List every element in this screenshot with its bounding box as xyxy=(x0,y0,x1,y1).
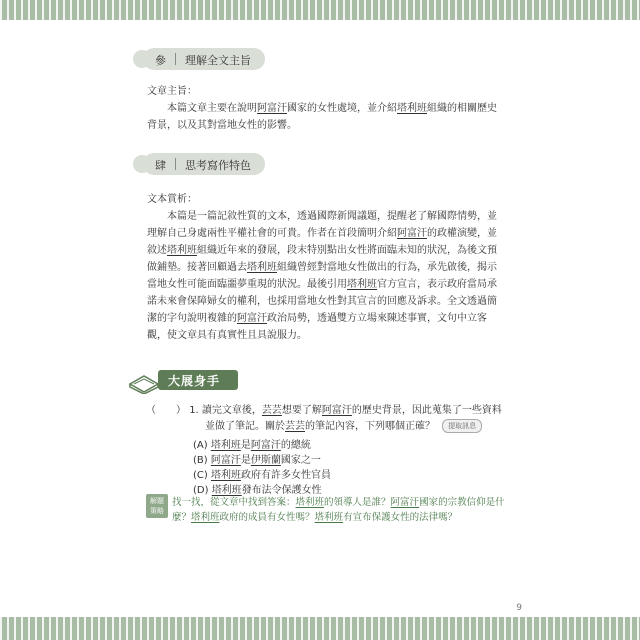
text-segment: 有宣布保護女性的法律嗎？ xyxy=(343,512,458,523)
proper-noun: 阿富汗 xyxy=(237,313,267,324)
text-segment: 本篇文章主要在說明 xyxy=(167,103,257,114)
text-segment: 理解自己身處兩性平權社會的可貴。作者在首段簡明介紹 xyxy=(147,228,397,239)
paragraph-line xyxy=(147,242,505,259)
paragraph-line xyxy=(147,293,505,310)
section-number: 肆 xyxy=(155,159,166,172)
proper-noun: 阿富汗 xyxy=(257,103,287,114)
strategy-badge-line-1: 解題 xyxy=(150,497,164,505)
proper-noun: 塔利班 xyxy=(211,485,242,496)
proper-noun: 塔利班 xyxy=(347,279,377,290)
bottom-decorative-stripe xyxy=(0,617,640,640)
proper-noun: 塔利班 xyxy=(210,470,241,481)
text-segment: 政府有許多女性官員 xyxy=(240,470,331,481)
text-segment: 的歷史背景，因此蒐集了一些資料 xyxy=(351,405,502,416)
section-heading-understand-theme xyxy=(133,48,265,70)
text-segment: 本篇是一篇記敘性質的文本，透過國際新聞議題，提醒老了解國際情勢，並 xyxy=(167,211,497,222)
proper-noun: 塔利班 xyxy=(295,497,325,508)
text-segment: 諾未來會保障婦女的權利，也採用當地女性對其宣言的回應及訴求。全文透過簡 xyxy=(147,296,497,307)
paragraph-line xyxy=(147,259,505,276)
text-segment: 組織的相關歷史 xyxy=(427,103,497,114)
answer-blank[interactable]: （ ） xyxy=(146,405,186,416)
section-title: 理解全文主旨 xyxy=(185,54,251,67)
proper-noun: 芸芸 xyxy=(261,405,282,416)
proper-noun: 塔利班 xyxy=(210,440,241,451)
paragraph-line xyxy=(147,276,505,293)
page-number: 9 xyxy=(516,603,522,613)
text-segment: 政治局勢，透過雙方立場來陳述事實，文句中立客 xyxy=(267,313,487,324)
top-decorative-stripe xyxy=(0,0,640,20)
paragraph-line xyxy=(147,327,505,344)
text-segment: 官方宣言，表示政府當局承 xyxy=(377,279,497,290)
text-segment: (A) xyxy=(193,440,211,451)
proper-noun: 塔利班 xyxy=(191,512,220,523)
paragraph-line xyxy=(147,310,505,327)
proper-noun: 阿富汗 xyxy=(397,228,427,239)
text-segment: 國家之一 xyxy=(280,455,321,466)
proper-noun: 芸芸 xyxy=(285,421,305,432)
text-segment: 潔的字句說明複雜的 xyxy=(147,313,237,324)
text-segment: 當地女性可能面臨噩夢重現的狀況。最後引用 xyxy=(147,279,347,290)
text-segment: 是 xyxy=(240,455,251,466)
proper-noun: 塔利班 xyxy=(247,262,277,273)
section-title: 思考寫作特色 xyxy=(185,159,251,172)
text-segment: 發布法令保護女性 xyxy=(241,485,322,496)
paragraph-line xyxy=(147,225,505,242)
text-segment: 做鋪墊。接著回顧過去 xyxy=(147,262,247,273)
extract-info-badge: 提取訊息 xyxy=(442,419,482,433)
appreciation-paragraph xyxy=(147,208,505,344)
practice-banner xyxy=(128,370,240,392)
paragraph-line xyxy=(147,208,505,225)
proper-noun: 阿富汗 xyxy=(250,440,281,451)
theme-paragraph xyxy=(147,100,505,134)
text-segment: 的領導人是誰？ xyxy=(324,497,391,508)
hint-line-1 xyxy=(172,494,505,508)
text-segment: (C) xyxy=(193,470,211,481)
hint-line-2 xyxy=(172,509,457,523)
question-line-2 xyxy=(205,417,482,433)
appreciation-label: 文本賞析： xyxy=(147,194,197,205)
banner-title: 大展身手 xyxy=(168,374,221,388)
text-segment: 國家的女性處境，並介紹 xyxy=(287,103,397,114)
text-segment: 的筆記內容，下列哪個正確？ xyxy=(305,421,435,432)
proper-noun: 阿富汗 xyxy=(390,497,420,508)
strategy-badge xyxy=(146,494,168,518)
text-segment: 敘述 xyxy=(147,245,167,256)
text-segment: (D) xyxy=(193,485,212,496)
text-segment: 政府的成員有女性嗎？ xyxy=(219,512,315,523)
section-number: 參 xyxy=(155,54,166,67)
text-segment: 背景，以及其對當地女性的影響。 xyxy=(147,120,297,131)
text-segment: 觀，使文章具有真實性且具說服力。 xyxy=(147,330,307,341)
option-c[interactable] xyxy=(193,466,331,481)
section-divider xyxy=(175,158,176,170)
proper-noun: 伊斯蘭 xyxy=(250,455,281,466)
text-segment: 是 xyxy=(240,440,251,451)
text-segment: 的總統 xyxy=(280,440,311,451)
strategy-badge-line-2: 策略 xyxy=(150,507,164,515)
proper-noun: 塔利班 xyxy=(314,512,344,523)
text-segment: 找一找，從文章中找到答案： xyxy=(172,497,296,508)
section-heading-writing-features xyxy=(133,153,265,175)
text-segment: 組織曾經對當地女性做出的行為，承先啟後，揭示 xyxy=(277,262,497,273)
text-segment: 讀完文章後， xyxy=(201,405,262,416)
text-segment: 並做了筆記。關於 xyxy=(205,421,285,432)
section-heading-dot xyxy=(133,50,151,68)
option-b[interactable] xyxy=(193,451,321,466)
proper-noun: 阿富汗 xyxy=(321,405,352,416)
section-heading-dot xyxy=(133,155,151,173)
proper-noun: 阿富汗 xyxy=(210,455,241,466)
option-a[interactable] xyxy=(193,436,311,451)
paragraph-line xyxy=(147,100,505,117)
question-number: 1. xyxy=(189,405,199,416)
text-segment: 國家的宗教信仰是什 xyxy=(419,497,505,508)
paragraph-line xyxy=(147,117,505,134)
question-line-1 xyxy=(146,401,502,416)
proper-noun: 塔利班 xyxy=(397,103,427,114)
theme-label: 文章主旨： xyxy=(147,86,197,97)
text-segment: 的政權演變，並 xyxy=(427,228,497,239)
proper-noun: 塔利班 xyxy=(167,245,197,256)
text-segment: 麼？ xyxy=(172,512,192,523)
text-segment: (B) xyxy=(193,455,211,466)
text-segment: 想要了解 xyxy=(281,405,322,416)
section-divider xyxy=(175,53,176,65)
text-segment: 組織近年來的發展，段末特別點出女性將面臨未知的狀況，為後文預 xyxy=(197,245,497,256)
